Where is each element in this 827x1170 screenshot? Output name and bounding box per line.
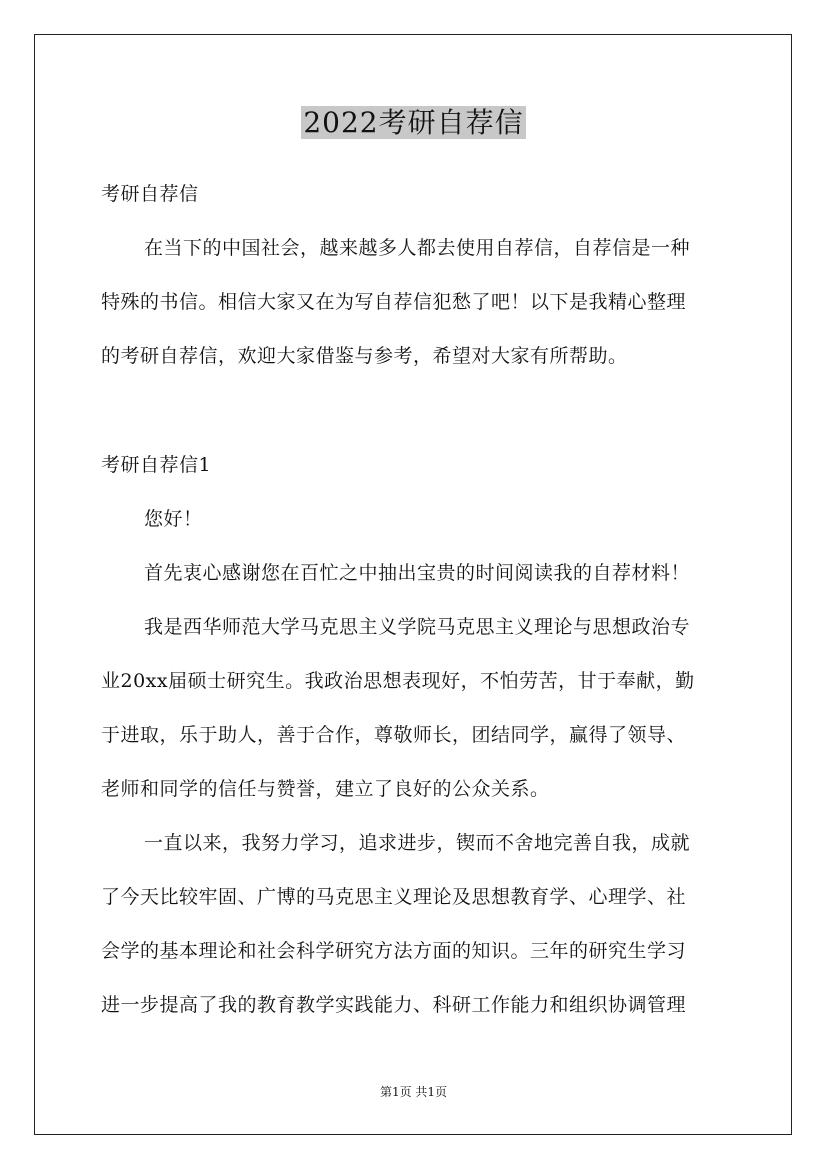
letter-body: [101, 492, 727, 1032]
para2-line: 了今天比较牢固、广博的马克思主义理论及思想教育学、心理学、社: [101, 886, 687, 908]
intro-line: 的考研自荐信，欢迎大家借鉴与参考，希望对大家有所帮助。: [101, 345, 628, 367]
para2-line: 一直以来，我努力学习，追求进步，锲而不舍地完善自我，成就: [144, 832, 691, 854]
para1-line: 业20xx届硕士研究生。我政治思想表现好，不怕劳苦，甘于奉献，勤: [101, 670, 695, 692]
title-text: 2022考研自荐信: [303, 106, 524, 139]
thanks-line: 首先衷心感谢您在百忙之中抽出宝贵的时间阅读我的自荐材料！: [144, 562, 691, 584]
para1-line: 于进取，乐于助人，善于合作，尊敬师长，团结同学，赢得了领导、: [101, 724, 687, 746]
para2-line: 进一步提高了我的教育教学实践能力、科研工作能力和组织协调管理: [101, 994, 687, 1016]
greeting: 您好！: [144, 508, 203, 530]
para1-line: 老师和同学的信任与赞誉，建立了良好的公众关系。: [101, 778, 550, 800]
intro-line: 在当下的中国社会，越来越多人都去使用自荐信，自荐信是一种: [144, 237, 691, 259]
page-footer: 第1页 共1页: [379, 1085, 448, 1099]
document-title: [0, 105, 827, 141]
para2-line: 会学的基本理论和社会科学研究方法方面的知识。三年的研究生学习: [101, 940, 687, 962]
para1-line: 我是西华师范大学马克思主义学院马克思主义理论与思想政治专: [144, 616, 691, 638]
subtitle: 考研自荐信: [101, 183, 199, 205]
intro-line: 特殊的书信。相信大家又在为写自荐信犯愁了吧！以下是我精心整理: [101, 291, 687, 313]
intro-paragraph: [101, 221, 727, 383]
section-heading: 考研自荐信1: [101, 454, 212, 476]
